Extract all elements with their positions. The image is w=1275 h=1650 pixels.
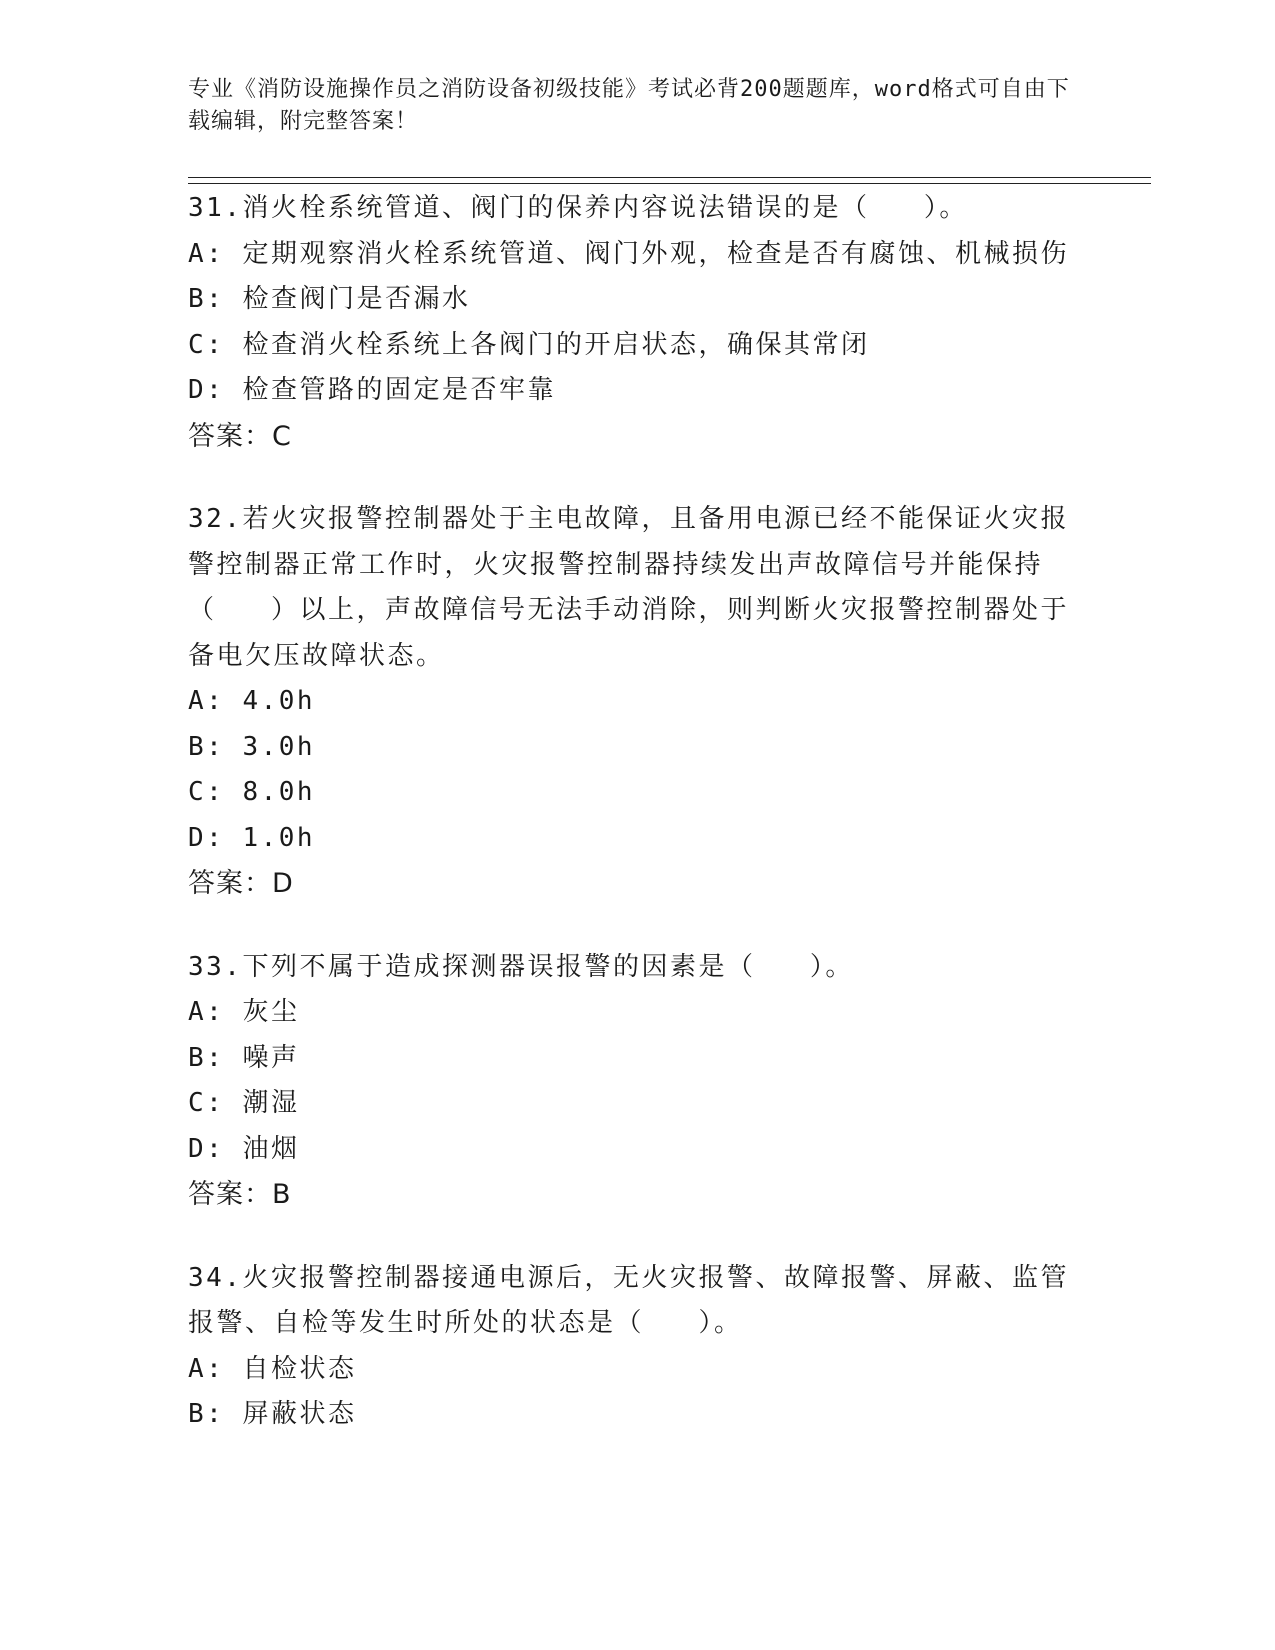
question-stem: 警控制器正常工作时，火灾报警控制器持续发出声故障信号并能保持 bbox=[188, 549, 1044, 580]
option-b: B: 3.0h bbox=[188, 731, 316, 762]
question-stem: 33.下列不属于造成探测器误报警的因素是（ ）。 bbox=[188, 951, 854, 982]
question-stem: 32.若火灾报警控制器处于主电故障，且备用电源已经不能保证火灾报 bbox=[188, 504, 1069, 534]
option-b: B: 噪声 bbox=[188, 1042, 300, 1073]
option-b: B: 检查阀门是否漏水 bbox=[188, 284, 471, 314]
question-33 bbox=[188, 945, 1088, 1218]
option-c: C: 检查消火栓系统上各阀门的开启状态，确保其常闭 bbox=[188, 329, 870, 360]
question-stem: 报警、自检等发生时所处的状态是（ ）。 bbox=[188, 1308, 743, 1338]
question-32 bbox=[188, 497, 1088, 907]
answer: 答案：B bbox=[188, 1179, 292, 1210]
header-divider-top bbox=[188, 177, 1151, 178]
answer: 答案：C bbox=[188, 420, 292, 452]
question-stem: 31.消火栓系统管道、阀门的保养内容说法错误的是（ ）。 bbox=[188, 193, 968, 223]
question-31 bbox=[188, 186, 1088, 459]
option-a: A: 4.0h bbox=[188, 686, 316, 716]
question-34 bbox=[188, 1256, 1088, 1438]
document-header: 专业《消防设施操作员之消防设备初级技能》考试必背200题题库，word格式可自由下载编辑，附完整答案！ bbox=[188, 77, 1070, 134]
option-c: C: 潮湿 bbox=[188, 1088, 300, 1118]
option-b: B: 屏蔽状态 bbox=[188, 1399, 357, 1429]
question-stem: （ ）以上，声故障信号无法手动消除，则判断火灾报警控制器处于 bbox=[188, 595, 1069, 625]
option-d: D: 油烟 bbox=[188, 1133, 300, 1164]
option-a: A: 灰尘 bbox=[188, 997, 300, 1027]
question-list bbox=[188, 186, 1088, 1476]
question-stem: 备电欠压故障状态。 bbox=[188, 640, 445, 671]
option-d: D: 检查管路的固定是否牢靠 bbox=[188, 375, 556, 405]
header-divider-bottom bbox=[188, 183, 1151, 184]
option-d: D: 1.0h bbox=[188, 822, 316, 853]
option-a: A: 定期观察消火栓系统管道、阀门外观，检查是否有腐蚀、机械损伤 bbox=[188, 238, 1069, 269]
option-a: A: 自检状态 bbox=[188, 1353, 357, 1384]
question-stem: 34.火灾报警控制器接通电源后，无火灾报警、故障报警、屏蔽、监管 bbox=[188, 1262, 1069, 1293]
answer: 答案：D bbox=[188, 868, 294, 899]
option-c: C: 8.0h bbox=[188, 777, 316, 807]
